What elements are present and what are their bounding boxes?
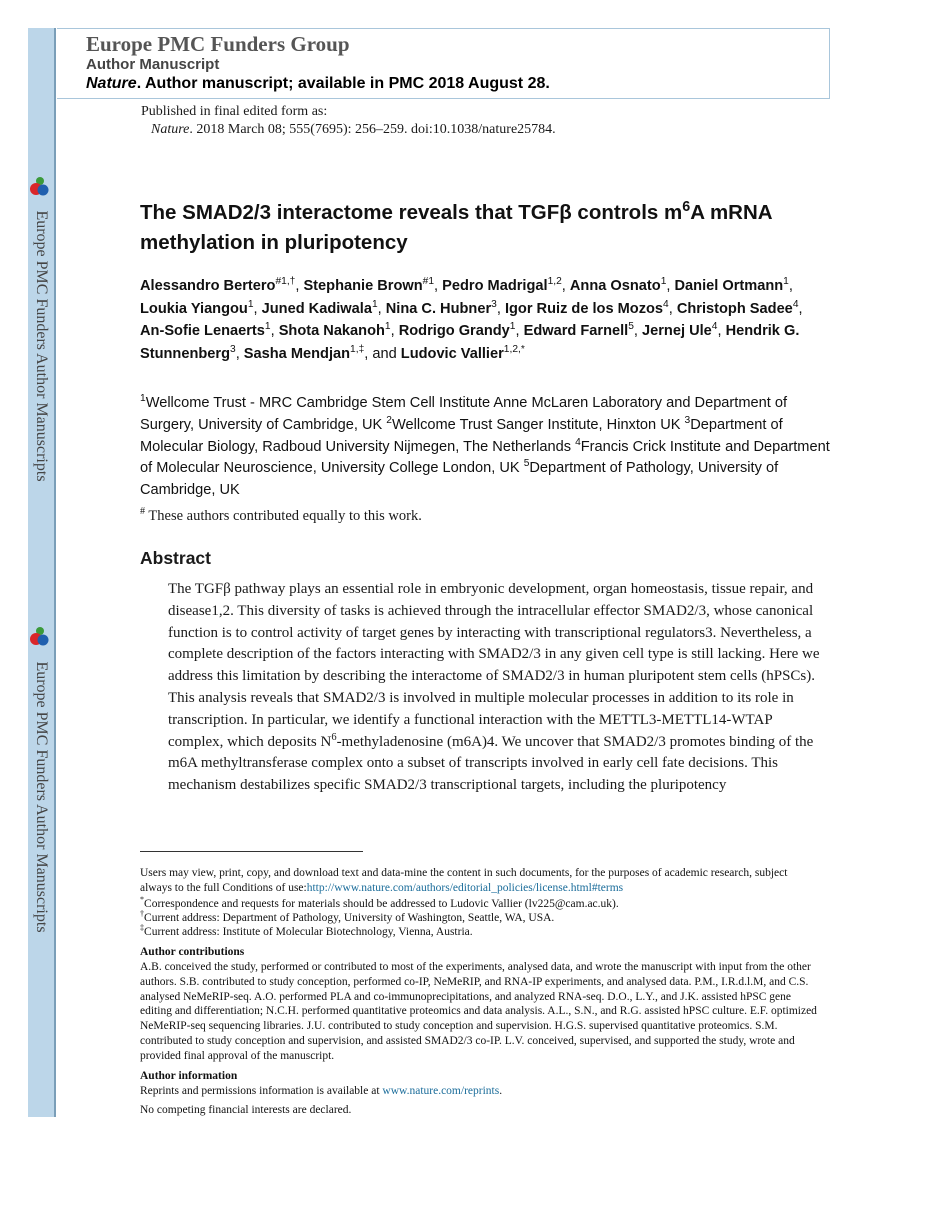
affiliation-text: Department of Pathology, University of Cambridge, UK bbox=[140, 460, 779, 499]
manuscript-header bbox=[57, 28, 830, 99]
author-separator: , bbox=[798, 300, 803, 317]
author-name: Alessandro Bertero bbox=[140, 278, 276, 294]
reprints-note: Reprints and permissions information is available at www.nature.com/reprints. bbox=[140, 1085, 503, 1097]
author-name: Christoph Sadee bbox=[676, 300, 793, 317]
sidebar-label-top: Europe PMC Funders Author Manuscripts bbox=[33, 210, 50, 482]
europe-pmc-logo-icon bbox=[30, 176, 50, 198]
funders-group-title: Europe PMC Funders Group bbox=[86, 32, 350, 56]
europe-pmc-logo-icon bbox=[30, 626, 50, 648]
author-affiliation-mark: 3 bbox=[230, 343, 236, 355]
author-affiliation-mark: 1 bbox=[247, 298, 254, 310]
author-affiliation-mark: 1,‡ bbox=[350, 343, 365, 355]
author-name: Loukia Yiangou bbox=[140, 300, 248, 317]
dagger-note: †Current address: Department of Pathology, University of Washington, Seattle, WA, USA. bbox=[140, 909, 555, 924]
affiliations bbox=[140, 393, 830, 502]
author-affiliation-mark: 1 bbox=[509, 321, 516, 333]
author-separator: , and bbox=[364, 345, 401, 362]
author-name: Sasha Mendjan bbox=[243, 345, 351, 362]
reprints-link[interactable]: www.nature.com/reprints bbox=[382, 1085, 500, 1097]
equal-contribution-note: # These authors contributed equally to this work. bbox=[140, 506, 422, 524]
affiliation-text: Department of Molecular Biology, Radboud University Nijmegen, The Netherlands bbox=[140, 416, 783, 455]
author-affiliation-mark: 1 bbox=[371, 298, 378, 310]
author-name: Hendrik G. Stunnenberg bbox=[140, 323, 800, 362]
published-label: Published in final edited form as: bbox=[141, 104, 328, 119]
author-separator: , bbox=[668, 300, 677, 317]
author-affiliation-mark: 4 bbox=[711, 321, 718, 333]
paper-title: The SMAD2/3 interactome reveals that TGFβ controls $m^6A$ mRNA methylation in pluripotency bbox=[140, 199, 772, 254]
footnote-divider bbox=[140, 851, 363, 852]
author-separator: , bbox=[633, 323, 643, 339]
author-name: Anna Osnato bbox=[569, 278, 661, 294]
author-list bbox=[140, 275, 830, 365]
author-affiliation-mark: 1 bbox=[384, 321, 391, 333]
affiliation-number: 5 bbox=[523, 458, 530, 470]
author-separator: , bbox=[295, 278, 304, 294]
author-name: Edward Farnell bbox=[523, 323, 629, 339]
author-separator: , bbox=[666, 278, 675, 294]
author-affiliation-mark: 3 bbox=[491, 298, 497, 310]
author-affiliation-mark: #1 bbox=[422, 276, 435, 288]
correspondence-note: *Correspondence and requests for materials should be addressed to Ludovic Vallier (lv225@cam.ac.uk). bbox=[140, 895, 619, 910]
abstract-heading: Abstract bbox=[140, 548, 211, 568]
manuscript-type: Author Manuscript bbox=[86, 56, 220, 73]
author-affiliation-mark: 5 bbox=[628, 321, 634, 333]
author-info-heading: Author information bbox=[140, 1070, 238, 1082]
affiliation-number: 1 bbox=[140, 393, 146, 405]
abstract-text: The TGFβ pathway plays an essential role in embryonic development, organ homeostasis, tissue repair, and disease1,2. This diversity of tasks is achieved through the intracellular effector SMAD2/3, whose canonical function is to control activity of target genes by interacting with transcriptional regulators3. Nevertheless, a complete description of the factors interacting with SMAD2/3 in any given cell type is still lacking. Here we address this limitation by describing the interactome of SMAD2/3 in human pluripotent stem cells (hPSCs). This analysis reveals that SMAD2/3 is involved in multiple molecular processes in addition to its role in transcription. In particular, we identify a functional interaction with the METTL3-METTL14-WTAP complex, which deposits $N^6$-methyladenosine (m6A)4. We uncover that SMAD2/3 promotes binding of the m6A methyltransferase complex onto a subset of transcripts involved in early cell fate decisions. This mechanism destabilizes specific SMAD2/3 transcriptional targets, including the pluripotency bbox=[168, 581, 820, 794]
author-name: Igor Ruiz de los Mozos bbox=[504, 300, 664, 317]
author-name: An-Sofie Lenaerts bbox=[140, 323, 265, 339]
affiliation-text: Wellcome Trust - MRC Cambridge Stem Cell Institute Anne McLaren Laboratory and Department of Surgery, University of Cambridge, UK bbox=[140, 395, 788, 433]
citation-line: Nature. 2018 March 08; 555(7695): 256–259. doi:10.1038/nature25784. bbox=[151, 122, 556, 137]
author-name: Pedro Madrigal bbox=[442, 278, 548, 294]
author-affiliation-mark: 1 bbox=[783, 276, 789, 288]
author-name: Jernej Ule bbox=[642, 323, 712, 339]
author-separator: , bbox=[515, 323, 524, 339]
author-separator: , bbox=[377, 300, 386, 317]
author-name: Stephanie Brown bbox=[303, 278, 423, 294]
author-name: Daniel Ortmann bbox=[674, 278, 784, 294]
author-affiliation-mark: 4 bbox=[663, 298, 669, 310]
author-separator: , bbox=[788, 278, 793, 294]
double-dagger-note: ‡Current address: Institute of Molecular Biotechnology, Vienna, Austria. bbox=[140, 923, 473, 938]
author-separator: , bbox=[717, 323, 726, 339]
contributions-text: A.B. conceived the study, performed or contributed to most of the experiments, analysed data, and wrote the manuscript with input from the other authors. S.B. contributed to study conception, performed co-IP, NeMeRIP, and RNA-IP experiments, and analysed data. P.M., I.R.d.l.M, and C.S. analysed NeMeRIP-seq. A.O. performed PLA and co-immunoprecipitations, and analyzed RNA-seq. D.O., L.Y., and J.K. assisted hPSC gene editing and differentiation; N.C.H. performed quantitative proteomics and data analysis. A.L., S.N., and R.G. assisted hPSC culture. E.F. optimized NeMeRIP-seq sequencing libraries. J.U. contributed to study conception and supervision. H.G.S. supervised quantitative proteomics. S.M. contributed to study conception and supervision, and assisted SMAD2/3 co-IP. L.V. conceived, supervised, and supported the study, wrote and provided final approval of the manuscript. bbox=[140, 961, 817, 1062]
author-name: Juned Kadiwala bbox=[261, 300, 372, 317]
author-affiliation-mark: 1 bbox=[660, 276, 667, 288]
author-separator: , bbox=[253, 300, 262, 317]
affiliation-number: 3 bbox=[684, 414, 691, 426]
contributions-heading: Author contributions bbox=[140, 946, 245, 958]
author-affiliation-mark: 1 bbox=[264, 321, 271, 333]
author-name: Nina C. Hubner bbox=[385, 300, 492, 317]
author-affiliation-mark: #1,† bbox=[275, 276, 296, 288]
affiliation-number: 2 bbox=[386, 414, 392, 426]
author-separator: , bbox=[561, 278, 570, 294]
affiliation-text: Francis Crick Institute and Department of Molecular Neuroscience, University College London, UK bbox=[140, 438, 830, 477]
author-separator: , bbox=[235, 345, 244, 362]
author-name: Rodrigo Grandy bbox=[398, 323, 510, 339]
author-separator: , bbox=[434, 278, 443, 294]
terms-of-use-note: Users may view, print, copy, and download text and data-mine the content in such documents, for the purposes of academic research, subject always to the full Conditions of use:http://www.nature.com/authors/editorial_policies/license.html#terms bbox=[140, 867, 788, 894]
competing-interests-note: No competing financial interests are declared. bbox=[140, 1104, 352, 1116]
author-name: Shota Nakanoh bbox=[278, 323, 385, 339]
author-separator: , bbox=[496, 300, 505, 317]
author-affiliation-mark: 4 bbox=[792, 298, 799, 310]
author-separator: , bbox=[390, 323, 399, 339]
terms-link[interactable]: http://www.nature.com/authors/editorial_policies/license.html#terms bbox=[306, 881, 624, 894]
author-name: Ludovic Vallier bbox=[400, 345, 504, 362]
affiliation-text: Wellcome Trust Sanger Institute, Hinxton UK bbox=[391, 416, 685, 433]
affiliation-number: 4 bbox=[575, 436, 581, 448]
sidebar-label-bottom: Europe PMC Funders Author Manuscripts bbox=[33, 661, 50, 933]
availability-line: Nature. Author manuscript; available in PMC 2018 August 28. bbox=[86, 75, 550, 92]
author-affiliation-mark: 1,2 bbox=[547, 276, 562, 288]
author-affiliation-mark: 1,2,* bbox=[503, 343, 525, 355]
author-separator: , bbox=[270, 323, 279, 339]
